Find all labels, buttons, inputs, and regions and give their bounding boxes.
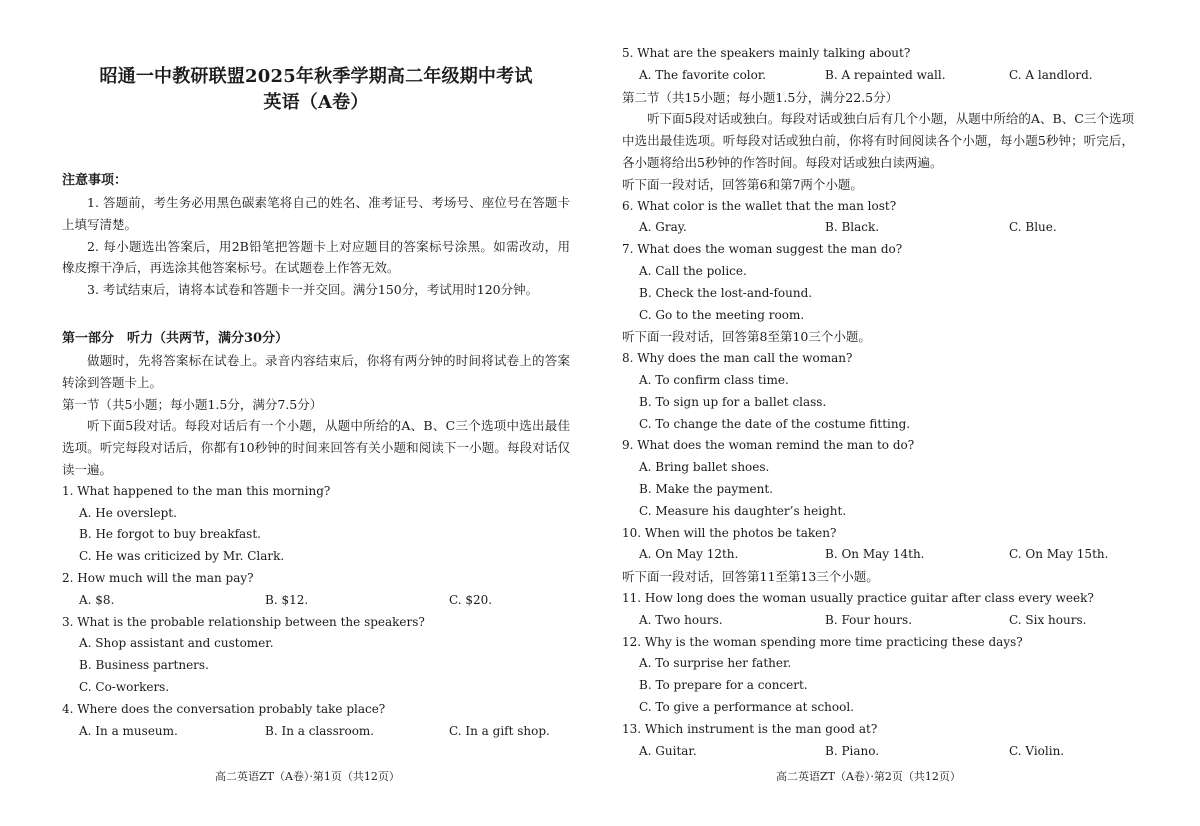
question-7-option-b: B. Check the lost-and-found. <box>639 285 813 300</box>
question-3-stem: 3. What is the probable relationship between the speakers? <box>62 614 425 629</box>
question-13-option-a: A. Guitar. <box>639 743 697 758</box>
section1-intro: 听下面5段对话。每段对话后有一个小题，从题中所给的A、B、C三个选项中选出最佳选项。听完每段对话后，你都有10秒钟的时间来回答有关小题和阅读下一小题。每段对话仅读一遍。 <box>62 418 570 477</box>
question-13-stem: 13. Which instrument is the man good at? <box>622 721 878 736</box>
question-11-option-c: C. Six hours. <box>1009 612 1087 627</box>
listen-11-13-instruction: 听下面一段对话，回答第11至第13三个小题。 <box>622 569 879 585</box>
question-11-option-b: B. Four hours. <box>825 612 913 627</box>
question-4-stem: 4. Where does the conversation probably take place? <box>62 701 386 716</box>
exam-subtitle: 英语（A卷） <box>263 92 369 113</box>
part1-intro: 做题时，先将答案标在试卷上。录音内容结束后，你将有两分钟的时间将试卷上的答案转涂到答题卡上。 <box>62 352 570 390</box>
question-9-option-a: A. Bring ballet shoes. <box>639 460 770 475</box>
question-8-option-c: C. To change the date of the costume fitting. <box>639 416 911 431</box>
question-6-option-b: B. Black. <box>825 220 880 235</box>
question-5-option-c: C. A landlord. <box>1009 67 1093 82</box>
notice-item-2: 2. 每小题选出答案后，用2B铅笔把答题卡上对应题目的答案标号涂黑。如需改动，用橡皮擦干净后，再选涂其他答案标号。在试题卷上作答无效。 <box>62 238 570 276</box>
question-8-option-a: A. To confirm class time. <box>639 372 789 387</box>
question-12-option-a: A. To surprise her father. <box>639 656 792 671</box>
question-7-option-c: C. Go to the meeting room. <box>639 307 805 322</box>
right-page <box>622 0 1134 762</box>
question-2-option-a: A. $8. <box>79 592 115 607</box>
listen-6-7-instruction: 听下面一段对话，回答第6和第7两个小题。 <box>622 176 863 192</box>
question-2-options <box>62 590 570 612</box>
question-4-options <box>62 721 570 743</box>
question-1-option-b: B. He forgot to buy breakfast. <box>79 527 261 542</box>
question-5-options <box>622 65 1134 87</box>
left-page <box>62 0 570 742</box>
section2-intro: 听下面5段对话或独白。每段对话或独白后有几个小题，从题中所给的A、B、C三个选项中选出最佳选项。听每段对话或独白前，你将有时间阅读各个小题，每小题5秒钟；听完后，各小题将给出5秒钟的作答时间。每段对话或独白读两遍。 <box>622 111 1134 170</box>
exam-title: 昭通一中教研联盟2025年秋季学期高二年级期中考试 <box>99 66 533 87</box>
question-5-stem: 5. What are the speakers mainly talking about? <box>622 46 911 60</box>
notice-item-3: 3. 考试结束后，请将本试卷和答题卡一并交回。满分150分，考试用时120分钟。 <box>87 282 539 298</box>
question-9-stem: 9. What does the woman remind the man to do? <box>622 438 915 453</box>
question-13-options <box>622 741 1134 763</box>
listen-8-10-instruction: 听下面一段对话，回答第8至第10三个小题。 <box>622 329 871 345</box>
question-1-option-a: A. He overslept. <box>79 505 177 520</box>
section1-heading: 第一节（共5小题；每小题1.5分，满分7.5分） <box>62 396 323 412</box>
question-13-option-c: C. Violin. <box>1009 743 1065 758</box>
question-4-option-c: C. In a gift shop. <box>449 723 550 738</box>
question-6-options <box>622 217 1134 239</box>
question-5-option-a: A. The favorite color. <box>639 67 767 82</box>
question-6-stem: 6. What color is the wallet that the man lost? <box>622 198 897 213</box>
question-10-stem: 10. When will the photos be taken? <box>622 525 837 540</box>
notice-item-1: 1. 答题前，考生务必用黑色碳素笔将自己的姓名、准考证号、考场号、座位号在答题卡上填写清楚。 <box>62 195 570 232</box>
question-13-option-b: B. Piano. <box>825 743 880 758</box>
question-2-option-b: B. $12. <box>265 592 309 607</box>
question-10-option-c: C. On May 15th. <box>1009 547 1109 562</box>
question-12-stem: 12. Why is the woman spending more time practicing these days? <box>622 634 1023 649</box>
question-9-option-c: C. Measure his daughter’s height. <box>639 503 847 518</box>
question-6-option-a: A. Gray. <box>639 220 687 235</box>
question-2-option-c: C. $20. <box>449 592 493 607</box>
question-5-option-b: B. A repainted wall. <box>825 67 946 82</box>
question-12-option-c: C. To give a performance at school. <box>639 699 854 714</box>
question-3-option-a: A. Shop assistant and customer. <box>79 636 274 651</box>
footer-page-1: 高二英语ZT（A卷）·第1页（共12页） <box>215 770 400 783</box>
question-7-stem: 7. What does the woman suggest the man do? <box>622 242 903 257</box>
question-9-option-b: B. Make the payment. <box>639 481 774 496</box>
question-10-option-a: A. On May 12th. <box>639 547 739 562</box>
question-3-option-b: B. Business partners. <box>79 658 209 673</box>
part1-heading: 第一部分 听力（共两节，满分30分） <box>62 330 289 346</box>
footer-page-2: 高二英语ZT（A卷）·第2页（共12页） <box>776 770 961 783</box>
question-10-options <box>622 544 1134 566</box>
question-4-option-b: B. In a classroom. <box>265 723 375 738</box>
question-11-stem: 11. How long does the woman usually practice guitar after class every week? <box>622 590 1094 605</box>
question-3-option-c: C. Co-workers. <box>79 679 170 694</box>
section2-heading: 第二节（共15小题；每小题1.5分，满分22.5分） <box>622 89 899 105</box>
question-8-stem: 8. Why does the man call the woman? <box>622 351 853 366</box>
question-6-option-c: C. Blue. <box>1009 220 1057 235</box>
question-1-option-c: C. He was criticized by Mr. Clark. <box>79 549 285 564</box>
question-8-option-b: B. To sign up for a ballet class. <box>639 394 827 409</box>
question-11-options <box>622 610 1134 632</box>
question-1-stem: 1. What happened to the man this morning? <box>62 483 331 498</box>
notice-heading: 注意事项： <box>62 173 128 188</box>
question-2-stem: 2. How much will the man pay? <box>62 570 254 585</box>
question-11-option-a: A. Two hours. <box>639 612 723 627</box>
question-10-option-b: B. On May 14th. <box>825 547 925 562</box>
question-4-option-a: A. In a museum. <box>79 723 178 738</box>
question-12-option-b: B. To prepare for a concert. <box>639 678 808 693</box>
question-7-option-a: A. Call the police. <box>639 263 747 278</box>
